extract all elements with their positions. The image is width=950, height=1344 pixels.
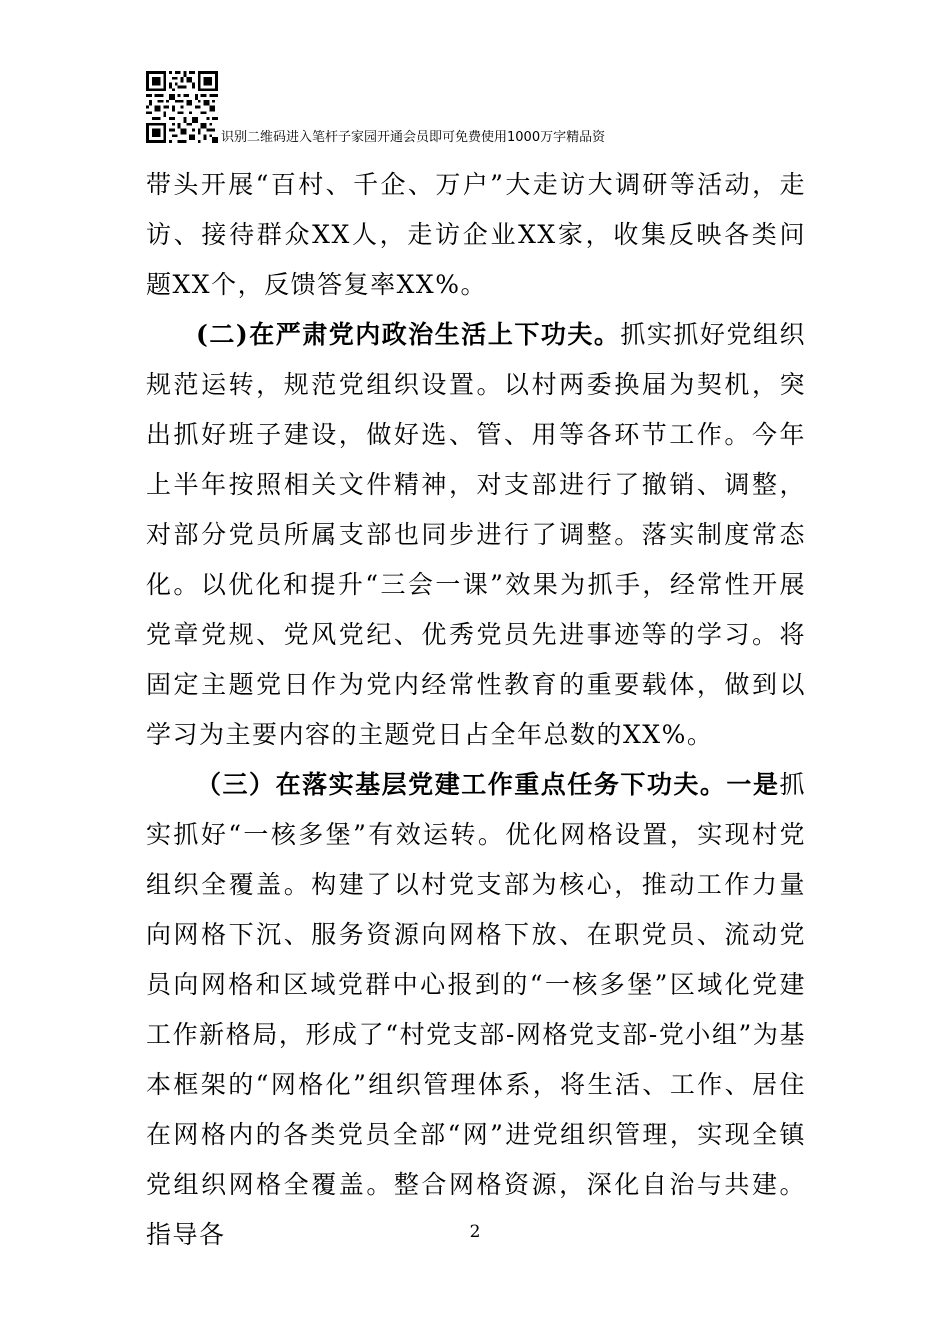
paragraph-text: 带头开展“百村、千企、万户”大走访大调研等活动，走访、接待群众XX人，走访企业XX家，收集反映各类问题XX个，反馈答复率XX%。 — [146, 170, 806, 299]
paragraph-intro-continuation — [146, 160, 806, 310]
qr-code-icon[interactable] — [146, 71, 218, 143]
paragraph-text: 抓实抓好“一核多堡”有效运转。优化网格设置，实现村党组织全覆盖。构建了以村党支部为核心，推动工作力量向网格下沉、服务资源向网格下放、在职党员、流动党员向网格和区域党群中心报到的“一核多堡”区域化党建工作新格局，形成了“村党支部-网格党支部-党小组”为基本框架的“网格化”组织管理体系，将生活、工作、居住在网格内的各类党员全部“网”进党组织管理，实现全镇党组织网格全覆盖。整合网格资源，深化自治与共建。指导各 — [146, 770, 806, 1249]
qr-caption: 识别二维码进入笔杆子家园开通会员即可免费使用1000万字精品资 — [221, 130, 606, 145]
document-body — [146, 160, 806, 1260]
paragraph-text: 抓实抓好党组织规范运转，规范党组织设置。以村两委换届为契机，突出抓好班子建设，做好选、管、用等各环节工作。今年上半年按照相关文件精神，对支部进行了撤销、调整，对部分党员所属支部也同步进行了调整。落实制度常态化。以优化和提升“三会一课”效果为抓手，经常性开展党章党规、党风党纪、优秀党员先进事迹等的学习。将固定主题党日作为党内经常性教育的重要载体，做到以学习为主要内容的主题党日占全年总数的XX%。 — [146, 320, 806, 749]
section-heading: (二)在严肃党内政治生活上下功夫。 — [196, 320, 621, 349]
paragraph-section-2 — [146, 310, 806, 760]
paragraph-section-3 — [146, 760, 806, 1260]
section-heading: （三）在落实基层党建工作重点任务下功夫。一是 — [196, 770, 780, 799]
page-number: 2 — [469, 1222, 481, 1242]
